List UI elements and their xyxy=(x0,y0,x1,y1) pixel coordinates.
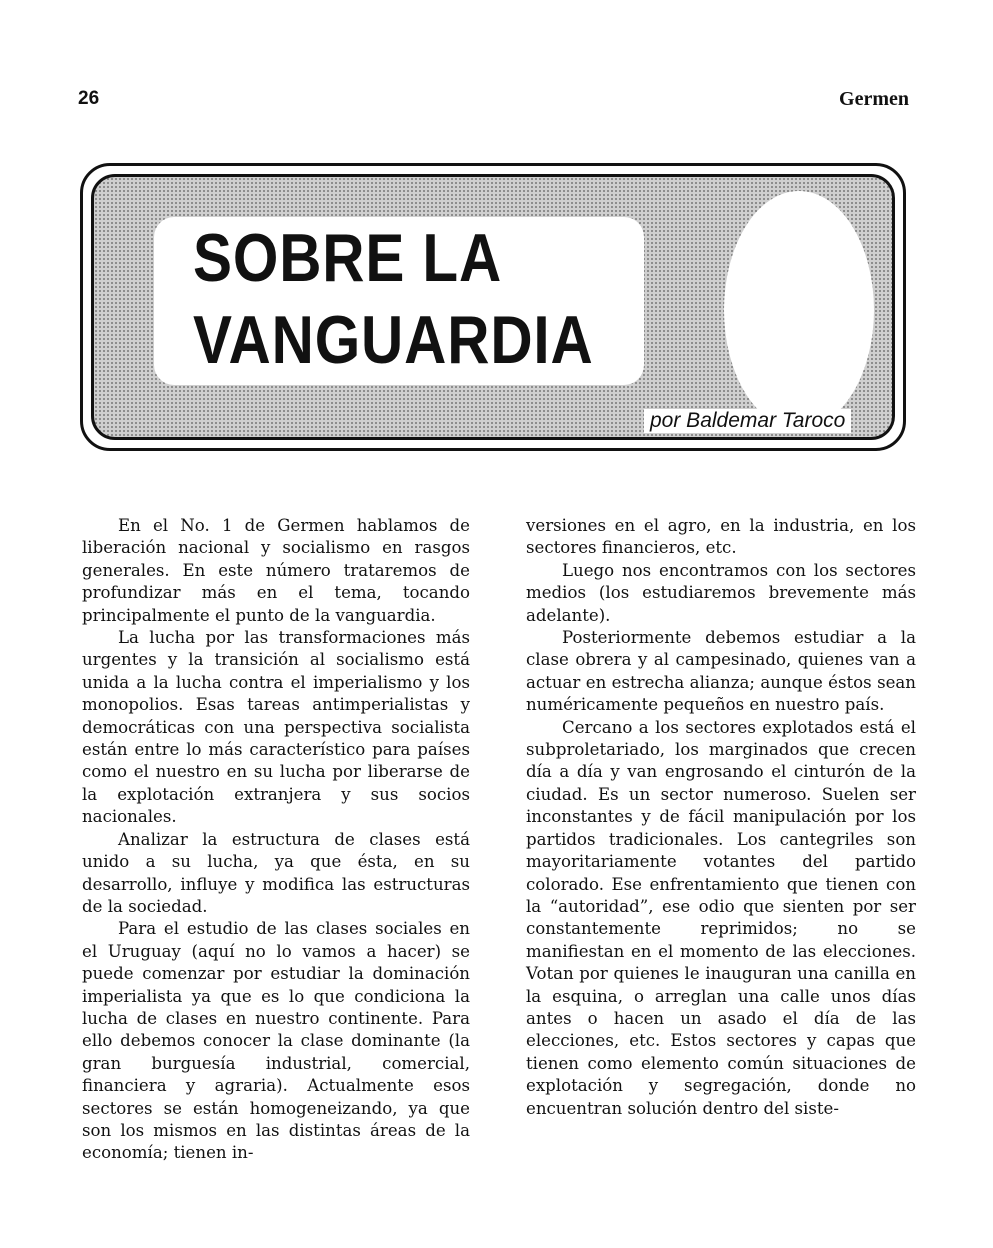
left-column xyxy=(82,515,470,1165)
right-column xyxy=(526,515,916,1120)
author-byline: por Baldemar Taroco xyxy=(644,409,851,433)
paragraph-continued: versiones en el agro, en la industria, en los sectores financieros, etc. xyxy=(526,516,916,558)
paragraph: En el No. 1 de Germen hablamos de liberación nacional y socialismo en rasgos generales. En este número trataremos de profundizar más en el tema, tocando principalmente el punto de la vanguardia. xyxy=(82,516,470,625)
paragraph: Analizar la estructura de clases está unido a su lucha, ya que ésta, en su desarrollo, influye y modifica las estructuras de la sociedad. xyxy=(82,829,470,916)
paragraph: Para el estudio de las clases sociales en el Uruguay (aquí no lo vamos a hacer) se puede comenzar por estudiar la dominación imperialista ya que es lo que condiciona la lucha de clases en nuestro continente. Para ello debemos conocer la clase dominante (la gran burguesía industrial, comercial, financiera y agraria). Actualmente esos sectores se están homogeneizando, ya que son los mismos en las distintas áreas de la economía; tienen in- xyxy=(82,919,470,1163)
article-title-line-2: VANGUARDIA xyxy=(193,302,594,378)
article-banner xyxy=(80,163,906,451)
article-title-line-1: SOBRE LA xyxy=(193,220,503,296)
paragraph: Luego nos encontramos con los sectores medios (los estudiaremos brevemente más adelante). xyxy=(526,560,916,625)
paragraph: Posteriormente debemos estudiar a la clase obrera y al campesinado, quienes van a actuar en estrecha alianza; aunque éstos sean numéricamente pequeños en nuestro país. xyxy=(526,628,916,715)
paragraph: La lucha por las transformaciones más urgentes y la transición al socialismo está unida a la lucha contra el imperialismo y los monopolios. Esas tareas antimperialistas y democráticas con una perspectiva socialista están entre lo más característico para países como el nuestro en su lucha por liberarse de la explotación extranjera y sus socios nacionales. xyxy=(82,628,470,827)
publication-title: Germen xyxy=(839,88,909,110)
paragraph: Cercano a los sectores explotados está el subproletariado, los marginados que crecen día a día y van engrosando el cinturón de la ciudad. Es un sector numeroso. Suelen ser inconstantes y de fácil manipulación por los partidos tradicionales. Los cantegriles son mayoritariamente votantes del partido colorado. Ese enfrentamiento que tienen con la “autoridad”, ese odio que sienten por ser constantemente reprimidos; no se manifiestan en el momento de las elecciones. Votan por quienes le inauguran una canilla en la esquina, o arreglan una calle unos días antes o hacen un asado el día de las elecciones, etc. Estos sectores y capas que tienen como elemento común situaciones de explotación y segregación, donde no encuentran solución dentro del siste- xyxy=(526,717,916,1118)
decorative-oval xyxy=(724,191,874,429)
page-number: 26 xyxy=(78,88,100,109)
